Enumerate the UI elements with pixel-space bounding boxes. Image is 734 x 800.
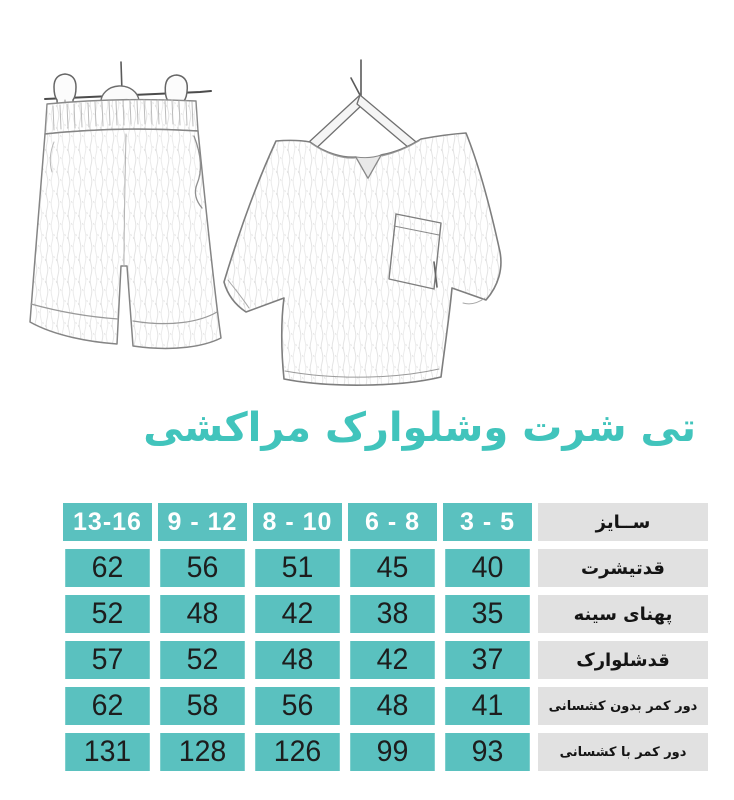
value-cell: 57	[65, 641, 150, 679]
size-col-header-6-8: 6 - 8	[348, 503, 437, 541]
value-cell: 35	[445, 595, 530, 633]
value-cell: 62	[65, 687, 150, 725]
page-title: تی شرت وشلوارک مراکشی	[143, 405, 696, 451]
value-cell: 131	[65, 733, 150, 771]
size-table	[63, 503, 708, 771]
value-cell: 56	[160, 549, 245, 587]
tshirt-sketch	[224, 60, 501, 385]
value-cell: 58	[160, 687, 245, 725]
value-cell: 56	[255, 687, 340, 725]
value-cell: 42	[350, 641, 435, 679]
shorts-sketch	[30, 62, 221, 348]
value-cell: 128	[160, 733, 245, 771]
value-cell: 42	[255, 595, 340, 633]
row-label-shorts-length: قدشلوارک	[538, 641, 708, 679]
value-cell: 41	[445, 687, 530, 725]
value-cell: 52	[160, 641, 245, 679]
value-cell: 45	[350, 549, 435, 587]
size-header-label: ســایز	[538, 503, 708, 541]
hanger-hook-icon	[351, 60, 361, 97]
row-label-waist-with-elastic: دور کمر با کشسانی	[538, 733, 708, 771]
size-col-header-8-10: 8 - 10	[253, 503, 342, 541]
row-label-chest-width: پهنای سینه	[538, 595, 708, 633]
value-cell: 40	[445, 549, 530, 587]
value-cell: 99	[350, 733, 435, 771]
value-cell: 62	[65, 549, 150, 587]
value-cell: 48	[350, 687, 435, 725]
value-cell: 126	[255, 733, 340, 771]
value-cell: 38	[350, 595, 435, 633]
size-col-header-9-12: 9 - 12	[158, 503, 247, 541]
value-cell: 37	[445, 641, 530, 679]
row-label-tshirt-length: قدتیشرت	[538, 549, 708, 587]
size-col-header-13-16: 13-16	[63, 503, 152, 541]
tshirt-body	[224, 133, 501, 385]
size-col-header-3-5: 3 - 5	[443, 503, 532, 541]
value-cell: 93	[445, 733, 530, 771]
value-cell: 52	[65, 595, 150, 633]
value-cell: 48	[160, 595, 245, 633]
value-cell: 51	[255, 549, 340, 587]
row-label-waist-no-elastic: دور کمر بدون کشسانی	[538, 687, 708, 725]
value-cell: 48	[255, 641, 340, 679]
